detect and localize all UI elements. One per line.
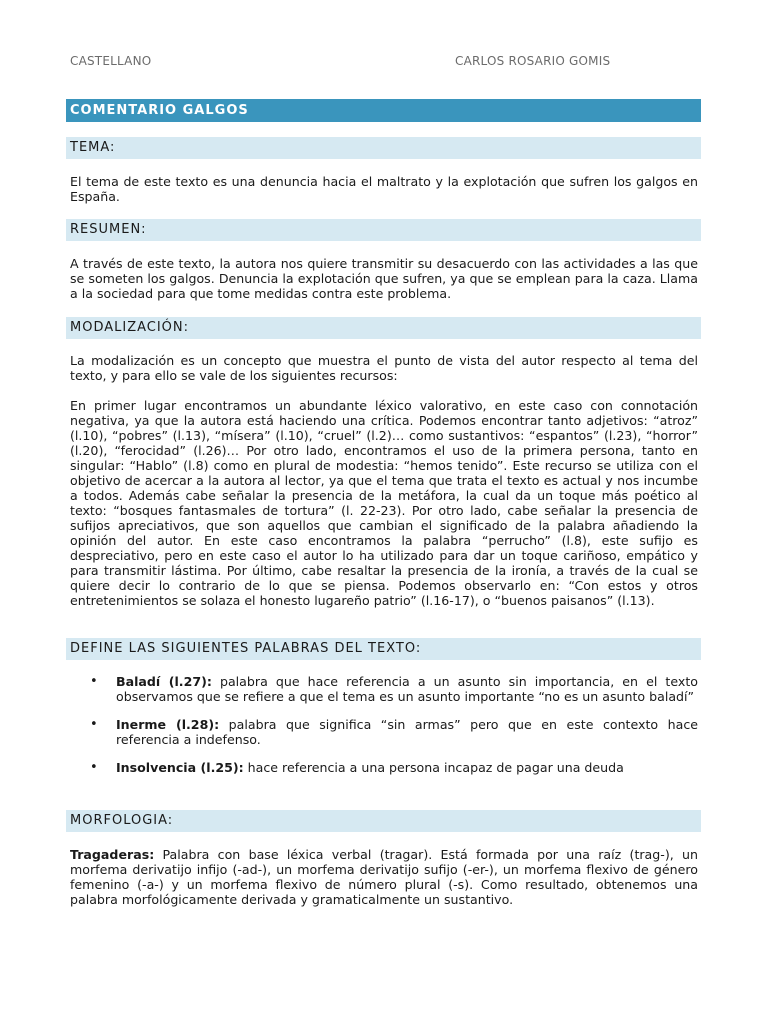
definition-item	[70, 674, 698, 704]
resumen-paragraph: A través de este texto, la autora nos quiere transmitir su desacuerdo con las actividades a las que se someten los galgos. Denuncia la explotación que sufren, ya que se emplean para la caza. Llama a la sociedad para que tome medidas contra este problema.	[70, 256, 698, 301]
header-subject: CASTELLANO	[70, 54, 152, 68]
definition-term: Inerme (l.28):	[116, 717, 220, 732]
definition-term: Baladí (l.27):	[116, 674, 212, 689]
tema-paragraph: El tema de este texto es una denuncia hacia el maltrato y la explotación que sufren los galgos en España.	[70, 174, 698, 204]
section-heading-resumen: RESUMEN:	[66, 219, 701, 241]
definition-text: hace referencia a una persona incapaz de pagar una deuda	[243, 760, 624, 775]
definition-text: palabra que hace referencia a un asunto sin importancia, en el texto observamos que se refiere a que el tema es un asunto importante “no es un asunto baladí”	[116, 674, 698, 704]
section-heading-morfologia: MORFOLOGIA:	[66, 810, 701, 832]
definition-term: Insolvencia (l.25):	[116, 760, 244, 775]
morfologia-paragraph	[70, 847, 698, 907]
definition-item	[70, 760, 698, 775]
header-author: CARLOS ROSARIO GOMIS	[455, 54, 611, 68]
definition-item	[70, 717, 698, 747]
bullet-icon: •	[90, 717, 98, 732]
morfologia-text: Palabra con base léxica verbal (tragar). Está formada por una raíz (trag-), un morfema derivatijo infijo (-ad-), un morfema derivatijo sufijo (-er-), un morfema flexivo de género femenino (-a-) y un morfema flexivo de número plural (-s). Como resultado, obtenemos una palabra morfológicamente derivada y gramaticalmente un sustantivo.	[70, 847, 698, 907]
bullet-icon: •	[90, 674, 98, 689]
document-title: COMENTARIO GALGOS	[66, 99, 701, 122]
section-heading-define: DEFINE LAS SIGUIENTES PALABRAS DEL TEXTO:	[66, 638, 701, 660]
section-heading-tema: TEMA:	[66, 137, 701, 159]
modalizacion-intro-paragraph: La modalización es un concepto que muestra el punto de vista del autor respecto al tema del texto, y para ello se vale de los siguientes recursos:	[70, 353, 698, 383]
definitions-list	[70, 674, 698, 775]
modalizacion-body-paragraph: En primer lugar encontramos un abundante léxico valorativo, en este caso con connotación negativa, ya que la autora está haciendo una crítica. Podemos encontrar tanto adjetivos: “atroz” (l.10), “pobres” (l.13), “mísera” (l.10), “cruel” (l.2)… como sustantivos: “espantos” (l.23), “horror” (l.20), “ferocidad” (l.26)… Por otro lado, encontramos el uso de la primera persona, tanto en singular: “Hablo” (l.8) como en plural de modestia: “hemos tenido”. Este recurso se utiliza con el objetivo de acercar a la autora al lector, ya que el tema que trata el texto es actual y nos incumbe a todos. Además cabe señalar la presencia de la metáfora, la cual da un toque más poético al texto: “bosques fantasmales de tortura” (l. 22-23). Por otro lado, cabe señalar la presencia de sufijos apreciativos, que son aquellos que cambian el significado de la palabra añadiendo la opinión del autor. En este caso encontramos la palabra “perrucho” (l.8), este sufijo es despreciativo, pero en este caso el autor lo ha utilizado para dar un toque cariñoso, empático y para transmitir lástima. Por último, cabe resaltar la presencia de la ironía, a través de la cual se quiere decir lo contrario de lo que se piensa. Podemos observarlo en: “Con estos y otros entretenimientos se solaza el honesto lugareño patrio” (l.16-17), o “buenos paisanos” (l.13).	[70, 398, 698, 608]
bullet-icon: •	[90, 760, 98, 775]
definition-text: palabra que significa “sin armas” pero que en este contexto hace referencia a indefenso.	[116, 717, 698, 747]
morfologia-term: Tragaderas:	[70, 847, 155, 862]
section-heading-modalizacion: MODALIZACIÓN:	[66, 317, 701, 339]
